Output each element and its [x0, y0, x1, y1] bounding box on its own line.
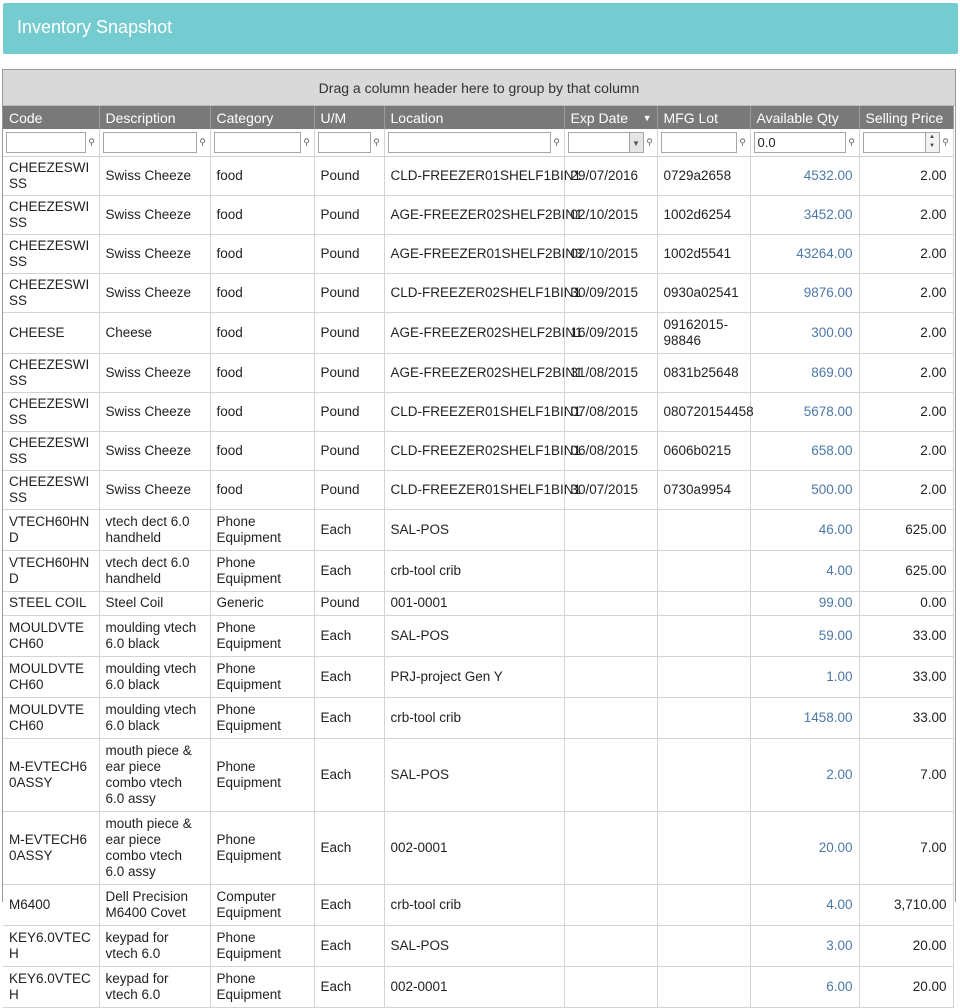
cell-available-qty: 2.00: [750, 738, 859, 811]
cell-mfg-lot: [657, 615, 750, 656]
cell-mfg-lot: 080720154458: [657, 392, 750, 431]
cell-um: Each: [314, 738, 384, 811]
cell-um: Pound: [314, 392, 384, 431]
cell-um: Pound: [314, 234, 384, 273]
cell-mfg-lot: [657, 966, 750, 1007]
cell-mfg-lot: 0831b25648: [657, 353, 750, 392]
table-row[interactable]: [3, 615, 953, 656]
cell-available-qty: 20.00: [750, 811, 859, 884]
cell-available-qty: 4.00: [750, 550, 859, 591]
cell-available-qty: 300.00: [750, 312, 859, 353]
cell-available-qty: 99.00: [750, 591, 859, 615]
cell-mfg-lot: [657, 884, 750, 925]
table-row[interactable]: [3, 697, 953, 738]
cell-code: VTECH60HND: [3, 550, 99, 591]
cell-mfg-lot: [657, 550, 750, 591]
cell-description: Swiss Cheeze: [99, 392, 210, 431]
cell-um: Pound: [314, 470, 384, 509]
cell-code: CHEEZESWISS: [3, 353, 99, 392]
cell-description: Swiss Cheeze: [99, 195, 210, 234]
cell-code: CHEEZESWISS: [3, 195, 99, 234]
cell-code: MOULDVTECH60: [3, 656, 99, 697]
filter-um-input[interactable]: [318, 132, 371, 153]
cell-exp-date: [564, 697, 657, 738]
filter-icon[interactable]: ⚲: [88, 136, 95, 147]
page-title: Inventory Snapshot: [17, 17, 173, 37]
cell-um: Pound: [314, 312, 384, 353]
cell-category: food: [210, 156, 314, 195]
cell-category: food: [210, 234, 314, 273]
cell-description: keypad for vtech 6.0: [99, 925, 210, 966]
cell-um: Pound: [314, 591, 384, 615]
filter-available-qty-input[interactable]: [754, 132, 846, 153]
cell-um: Each: [314, 925, 384, 966]
cell-exp-date: 16/09/2015: [564, 312, 657, 353]
cell-category: Phone Equipment: [210, 811, 314, 884]
table-row[interactable]: [3, 738, 953, 811]
cell-available-qty: 3.00: [750, 925, 859, 966]
cell-available-qty: 3452.00: [750, 195, 859, 234]
spinner-down-icon[interactable]: ▼: [929, 142, 935, 149]
filter-code-input[interactable]: [6, 132, 86, 153]
group-by-panel[interactable]: [3, 70, 955, 106]
cell-code: M6400: [3, 884, 99, 925]
table-row[interactable]: [3, 156, 953, 195]
cell-code: M-EVTECH60ASSY: [3, 738, 99, 811]
filter-selling-price-input[interactable]: [863, 132, 926, 153]
cell-location: CLD-FREEZER01SHELF1BIN1: [384, 156, 564, 195]
cell-location: AGE-FREEZER02SHELF2BIN1: [384, 353, 564, 392]
cell-available-qty: 4532.00: [750, 156, 859, 195]
cell-available-qty: 1458.00: [750, 697, 859, 738]
cell-um: Each: [314, 966, 384, 1007]
cell-selling-price: 2.00: [859, 392, 953, 431]
table-row[interactable]: [3, 811, 953, 884]
cell-location: CLD-FREEZER01SHELF1BIN1: [384, 470, 564, 509]
filter-category-input[interactable]: [214, 132, 301, 153]
cell-um: Pound: [314, 273, 384, 312]
cell-mfg-lot: [657, 738, 750, 811]
table-row[interactable]: [3, 966, 953, 1007]
cell-category: Phone Equipment: [210, 697, 314, 738]
cell-available-qty: 6.00: [750, 966, 859, 1007]
cell-exp-date: [564, 811, 657, 884]
column-header-um[interactable]: U/M: [314, 106, 384, 129]
cell-selling-price: 2.00: [859, 234, 953, 273]
cell-location: SAL-POS: [384, 509, 564, 550]
cell-description: Swiss Cheeze: [99, 273, 210, 312]
cell-category: food: [210, 273, 314, 312]
filter-icon[interactable]: ⚲: [942, 136, 949, 147]
table-row[interactable]: [3, 195, 953, 234]
cell-mfg-lot: [657, 697, 750, 738]
table-row[interactable]: [3, 925, 953, 966]
page-header: [3, 3, 958, 54]
cell-code: CHEEZESWISS: [3, 392, 99, 431]
cell-location: CLD-FREEZER01SHELF1BIN1: [384, 392, 564, 431]
cell-code: STEEL COIL: [3, 591, 99, 615]
cell-mfg-lot: [657, 656, 750, 697]
cell-location: crb-tool crib: [384, 884, 564, 925]
cell-location: AGE-FREEZER01SHELF2BIN3: [384, 234, 564, 273]
cell-location: SAL-POS: [384, 925, 564, 966]
cell-available-qty: 5678.00: [750, 392, 859, 431]
cell-um: Each: [314, 697, 384, 738]
cell-mfg-lot: 1002d6254: [657, 195, 750, 234]
cell-category: Phone Equipment: [210, 966, 314, 1007]
filter-icon[interactable]: ⚲: [848, 136, 855, 147]
cell-description: Swiss Cheeze: [99, 353, 210, 392]
table-row[interactable]: [3, 550, 953, 591]
table-row[interactable]: [3, 884, 953, 925]
cell-um: Each: [314, 615, 384, 656]
column-header-available-qty[interactable]: Available Qty: [750, 106, 859, 129]
cell-selling-price: 20.00: [859, 966, 953, 1007]
cell-um: Each: [314, 656, 384, 697]
table-row[interactable]: [3, 431, 953, 470]
cell-location: AGE-FREEZER02SHELF2BIN1: [384, 312, 564, 353]
table-row[interactable]: [3, 273, 953, 312]
filter-icon[interactable]: ⚲: [739, 136, 746, 147]
cell-available-qty: 1.00: [750, 656, 859, 697]
cell-mfg-lot: 09162015-98846: [657, 312, 750, 353]
cell-selling-price: 2.00: [859, 312, 953, 353]
cell-code: CHEEZESWISS: [3, 156, 99, 195]
cell-exp-date: 06/08/2015: [564, 431, 657, 470]
cell-mfg-lot: 0730a9954: [657, 470, 750, 509]
cell-mfg-lot: 0930a02541: [657, 273, 750, 312]
filter-location-input[interactable]: [388, 132, 551, 153]
cell-available-qty: 59.00: [750, 615, 859, 656]
cell-um: Pound: [314, 195, 384, 234]
table-row[interactable]: [3, 509, 953, 550]
cell-available-qty: 658.00: [750, 431, 859, 470]
cell-category: food: [210, 392, 314, 431]
cell-category: food: [210, 195, 314, 234]
table-row[interactable]: [3, 312, 953, 353]
cell-code: CHEEZESWISS: [3, 470, 99, 509]
cell-mfg-lot: 0606b0215: [657, 431, 750, 470]
filter-icon[interactable]: ⚲: [553, 136, 560, 147]
cell-category: food: [210, 312, 314, 353]
cell-code: CHEEZESWISS: [3, 431, 99, 470]
cell-selling-price: 625.00: [859, 509, 953, 550]
cell-description: Swiss Cheeze: [99, 156, 210, 195]
header-row: [3, 106, 953, 129]
cell-category: Phone Equipment: [210, 550, 314, 591]
cell-location: CLD-FREEZER02SHELF1BIN1: [384, 273, 564, 312]
cell-category: Phone Equipment: [210, 615, 314, 656]
cell-um: Pound: [314, 431, 384, 470]
cell-category: Phone Equipment: [210, 656, 314, 697]
cell-selling-price: 20.00: [859, 925, 953, 966]
cell-um: Pound: [314, 156, 384, 195]
cell-description: moulding vtech 6.0 black: [99, 697, 210, 738]
cell-exp-date: 02/10/2015: [564, 195, 657, 234]
table-row[interactable]: [3, 591, 953, 615]
filter-icon[interactable]: ⚲: [303, 136, 310, 147]
cell-available-qty: 4.00: [750, 884, 859, 925]
cell-selling-price: 2.00: [859, 470, 953, 509]
cell-exp-date: 30/09/2015: [564, 273, 657, 312]
cell-exp-date: [564, 656, 657, 697]
cell-code: KEY6.0VTECH: [3, 925, 99, 966]
cell-exp-date: [564, 615, 657, 656]
cell-um: Pound: [314, 353, 384, 392]
cell-selling-price: 2.00: [859, 156, 953, 195]
cell-code: CHEEZESWISS: [3, 273, 99, 312]
cell-location: 002-0001: [384, 966, 564, 1007]
cell-um: Each: [314, 550, 384, 591]
cell-exp-date: [564, 550, 657, 591]
cell-mfg-lot: [657, 925, 750, 966]
cell-selling-price: 0.00: [859, 591, 953, 615]
cell-code: VTECH60HND: [3, 509, 99, 550]
cell-selling-price: 625.00: [859, 550, 953, 591]
cell-um: Each: [314, 811, 384, 884]
cell-selling-price: 33.00: [859, 697, 953, 738]
cell-description: Swiss Cheeze: [99, 431, 210, 470]
cell-description: Swiss Cheeze: [99, 234, 210, 273]
cell-description: Dell Precision M6400 Covet: [99, 884, 210, 925]
cell-exp-date: 30/07/2015: [564, 470, 657, 509]
filter-exp-date-input[interactable]: [568, 132, 630, 153]
cell-code: CHEEZESWISS: [3, 234, 99, 273]
table-row[interactable]: [3, 470, 953, 509]
cell-code: MOULDVTECH60: [3, 615, 99, 656]
column-header-exp-date[interactable]: Exp Date ▼: [564, 106, 657, 129]
cell-category: Generic: [210, 591, 314, 615]
cell-exp-date: [564, 966, 657, 1007]
filter-description-input[interactable]: [103, 132, 197, 153]
spinner-up-icon[interactable]: ▲: [929, 133, 935, 140]
cell-available-qty: 43264.00: [750, 234, 859, 273]
filter-icon[interactable]: ⚲: [199, 136, 206, 147]
cell-location: AGE-FREEZER02SHELF2BIN1: [384, 195, 564, 234]
table-row[interactable]: [3, 234, 953, 273]
cell-selling-price: 33.00: [859, 656, 953, 697]
cell-location: crb-tool crib: [384, 550, 564, 591]
cell-location: 001-0001: [384, 591, 564, 615]
cell-available-qty: 9876.00: [750, 273, 859, 312]
cell-mfg-lot: 1002d5541: [657, 234, 750, 273]
column-header-description[interactable]: Description: [99, 106, 210, 129]
cell-description: vtech dect 6.0 handheld: [99, 550, 210, 591]
column-header-category[interactable]: Category: [210, 106, 314, 129]
cell-selling-price: 2.00: [859, 195, 953, 234]
cell-selling-price: 33.00: [859, 615, 953, 656]
cell-description: mouth piece & ear piece combo vtech 6.0 assy: [99, 811, 210, 884]
cell-description: moulding vtech 6.0 black: [99, 615, 210, 656]
column-header-mfg-lot[interactable]: MFG Lot: [657, 106, 750, 129]
cell-location: PRJ-project Gen Y: [384, 656, 564, 697]
cell-location: crb-tool crib: [384, 697, 564, 738]
filter-icon[interactable]: ⚲: [373, 136, 380, 147]
cell-category: food: [210, 470, 314, 509]
cell-exp-date: 02/10/2015: [564, 234, 657, 273]
cell-mfg-lot: 0729a2658: [657, 156, 750, 195]
cell-exp-date: 07/08/2015: [564, 392, 657, 431]
cell-um: Each: [314, 884, 384, 925]
cell-description: Cheese: [99, 312, 210, 353]
cell-description: vtech dect 6.0 handheld: [99, 509, 210, 550]
cell-selling-price: 2.00: [859, 273, 953, 312]
cell-code: MOULDVTECH60: [3, 697, 99, 738]
cell-selling-price: 2.00: [859, 431, 953, 470]
cell-category: Phone Equipment: [210, 509, 314, 550]
column-header-location[interactable]: Location: [384, 106, 564, 129]
cell-location: SAL-POS: [384, 738, 564, 811]
cell-code: M-EVTECH60ASSY: [3, 811, 99, 884]
cell-selling-price: 7.00: [859, 811, 953, 884]
table-row[interactable]: [3, 656, 953, 697]
cell-exp-date: [564, 509, 657, 550]
numeric-spinner[interactable]: [926, 132, 940, 153]
filter-mfg-lot-input[interactable]: [661, 132, 737, 153]
table-row[interactable]: [3, 392, 953, 431]
cell-code: CHEESE: [3, 312, 99, 353]
cell-available-qty: 500.00: [750, 470, 859, 509]
cell-description: mouth piece & ear piece combo vtech 6.0 assy: [99, 738, 210, 811]
table-row[interactable]: [3, 353, 953, 392]
cell-selling-price: 2.00: [859, 353, 953, 392]
cell-available-qty: 46.00: [750, 509, 859, 550]
cell-selling-price: 3,710.00: [859, 884, 953, 925]
group-panel-text: Drag a column header here to group by that column: [318, 80, 640, 96]
cell-code: KEY6.0VTECH: [3, 966, 99, 1007]
inventory-grid: [2, 69, 956, 1002]
cell-category: Phone Equipment: [210, 738, 314, 811]
cell-exp-date: [564, 738, 657, 811]
sort-descending-icon[interactable]: ▼: [642, 113, 652, 123]
cell-mfg-lot: [657, 591, 750, 615]
column-header-code[interactable]: Code: [3, 106, 99, 129]
cell-exp-date: [564, 591, 657, 615]
cell-category: food: [210, 353, 314, 392]
cell-category: Phone Equipment: [210, 925, 314, 966]
cell-exp-date: 29/07/2016: [564, 156, 657, 195]
cell-exp-date: [564, 884, 657, 925]
filter-icon[interactable]: ⚲: [646, 136, 653, 147]
cell-location: SAL-POS: [384, 615, 564, 656]
grid-body: [3, 156, 953, 1007]
cell-location: 002-0001: [384, 811, 564, 884]
cell-mfg-lot: [657, 811, 750, 884]
cell-description: keypad for vtech 6.0: [99, 966, 210, 1007]
filter-row: [3, 129, 953, 156]
cell-category: food: [210, 431, 314, 470]
cell-exp-date: [564, 925, 657, 966]
cell-location: CLD-FREEZER02SHELF1BIN1: [384, 431, 564, 470]
cell-description: Swiss Cheeze: [99, 470, 210, 509]
cell-category: Computer Equipment: [210, 884, 314, 925]
cell-um: Each: [314, 509, 384, 550]
inventory-table: [3, 106, 954, 1008]
cell-description: Steel Coil: [99, 591, 210, 615]
date-picker-dropdown-icon[interactable]: ▼: [630, 132, 644, 153]
cell-selling-price: 7.00: [859, 738, 953, 811]
cell-available-qty: 869.00: [750, 353, 859, 392]
cell-description: moulding vtech 6.0 black: [99, 656, 210, 697]
cell-mfg-lot: [657, 509, 750, 550]
column-header-selling-price[interactable]: Selling Price: [859, 106, 953, 129]
cell-exp-date: 31/08/2015: [564, 353, 657, 392]
